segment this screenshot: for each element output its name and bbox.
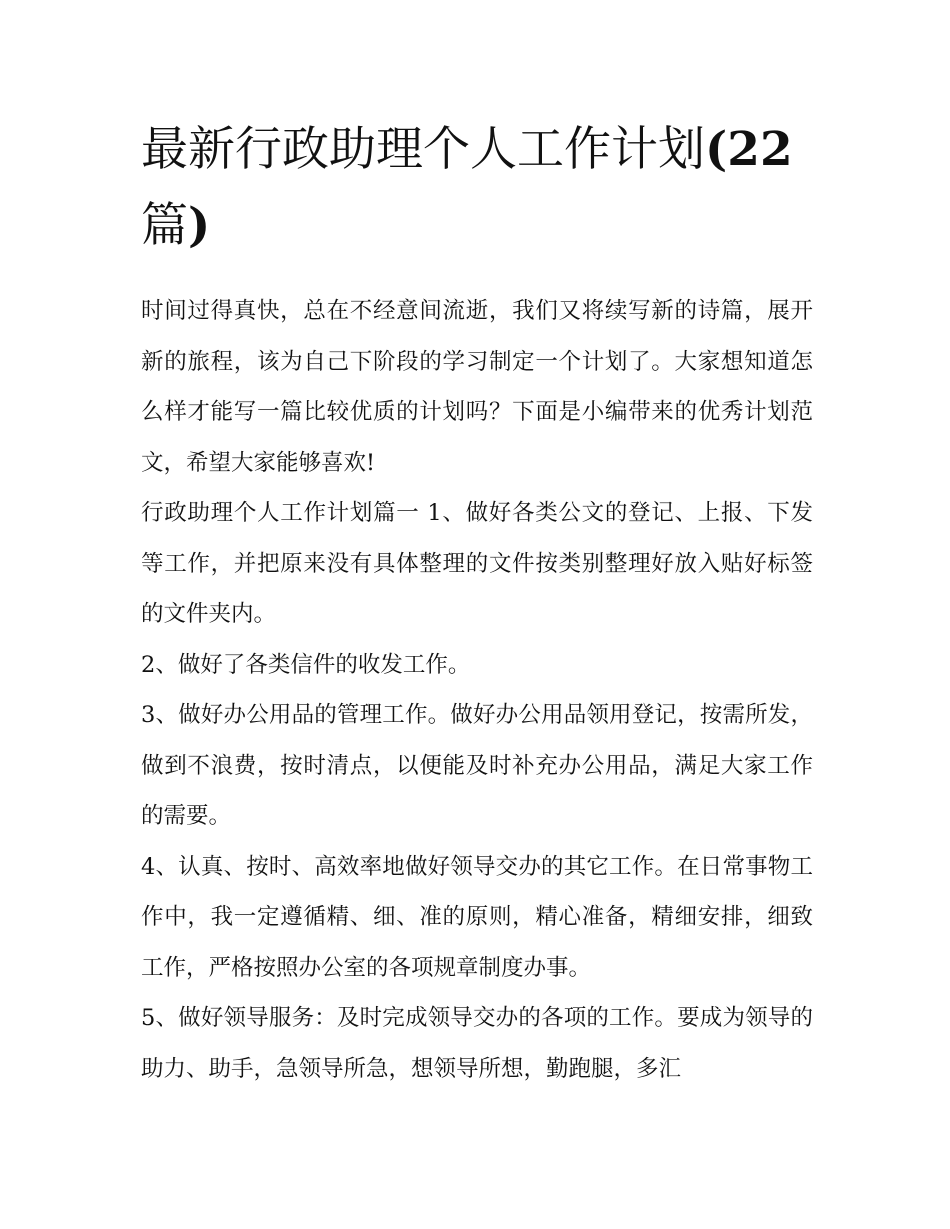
title-count: (22 <box>705 122 793 177</box>
document-body <box>141 112 813 1094</box>
item-5-paragraph: 5、做好领导服务：及时完成领导交办的各项的工作。要成为领导的助力、助手，急领导所急，想领导所想，勤跑腿，多汇 <box>141 1005 813 1082</box>
section-one-item-1: 行政助理个人工作计划篇一 1、做好各类公文的登记、上报、下发等工作，并把原来没有具体整理的文件按类别整理好放入贴好标签的文件夹内。 <box>141 500 813 627</box>
intro-paragraph: 时间过得真快，总在不经意间流逝，我们又将续写新的诗篇，展开新的旅程，该为自己下阶段的学习制定一个计划了。大家想知道怎么样才能写一篇比较优质的计划吗？下面是小编带来的优秀计划范文，希望大家能够喜欢! <box>141 298 813 476</box>
document-title: 最新行政助理个人工作计划(22篇) <box>141 122 793 253</box>
item-2-paragraph: 2、做好了各类信件的收发工作。 <box>141 651 471 678</box>
title-close-paren: ) <box>188 198 211 253</box>
item-3-paragraph: 3、做好办公用品的管理工作。做好办公用品领用登记，按需所发，做到不浪费，按时清点，以便能及时补充办公用品，满足大家工作的需要。 <box>141 702 813 829</box>
item-4-paragraph: 4、认真、按时、高效率地做好领导交办的其它工作。在日常事物工作中，我一定遵循精、细、准的原则，精心准备，精细安排，细致工作，严格按照办公室的各项规章制度办事。 <box>141 853 813 981</box>
